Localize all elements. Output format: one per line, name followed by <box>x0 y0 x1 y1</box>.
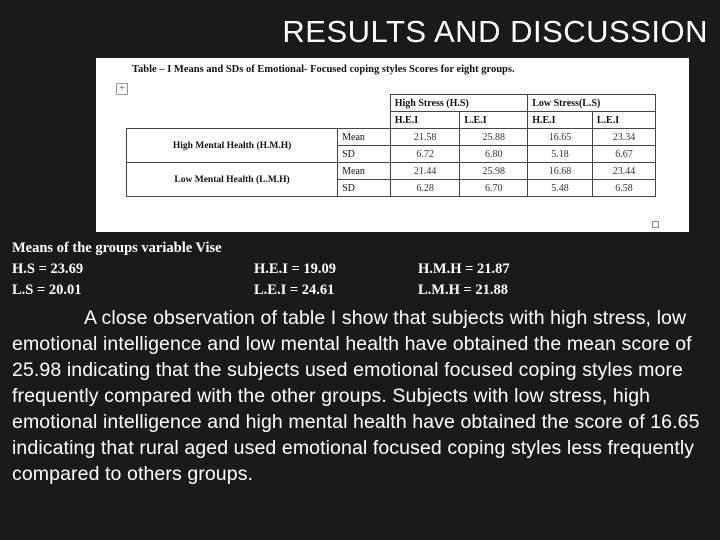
table-cell: 21.44 <box>390 163 460 180</box>
table-cell: 25.88 <box>460 129 528 146</box>
table-cell: 6.72 <box>390 146 460 163</box>
table-cell: 6.67 <box>592 146 655 163</box>
means-row <box>12 259 712 280</box>
group-label: High Mental Health (H.M.H) <box>127 129 338 163</box>
header-low-stress: Low Stress(L.S) <box>528 95 656 112</box>
table-cell: 6.28 <box>390 180 460 197</box>
means-heading: Means of the groups variable Vise <box>12 240 222 256</box>
mean-value: H.S = 23.69 <box>12 261 84 277</box>
table-cell: 21.58 <box>390 129 460 146</box>
subheader-cell: L.E.I <box>592 112 655 129</box>
table-cell: 16.65 <box>528 129 593 146</box>
table-cell: 16.68 <box>528 163 593 180</box>
stat-label: Mean <box>338 129 391 146</box>
slide-title: RESULTS AND DISCUSSION <box>282 14 708 49</box>
table-caption: Table – I Means and SDs of Emotional- Focused coping styles Scores for eight groups. <box>132 64 515 75</box>
table-corner-cell <box>127 95 391 129</box>
table-cell: 5.48 <box>528 180 593 197</box>
mean-value: L.S = 20.01 <box>12 282 82 298</box>
table-cell: 6.70 <box>460 180 528 197</box>
table-cell: 6.80 <box>460 146 528 163</box>
subheader-cell: L.E.I <box>460 112 528 129</box>
table-image <box>96 58 689 232</box>
mean-value: H.M.H = 21.87 <box>418 261 510 277</box>
discussion-text: A close observation of table I show that subjects with high stress, low emotional intelligence and low mental health have obtained the mean score of 25.98 indicating that the subjects used emotional focused coping styles more frequently compared with the other groups. Subjects with low stress, high emotional intelligence and high mental health have obtained the score of 16.65 indicating that rural aged used emotional focused coping styles less frequently compared to others groups. <box>12 307 700 485</box>
mean-value: H.E.I = 19.09 <box>254 261 336 277</box>
group-means <box>12 238 712 301</box>
means-row <box>12 280 712 301</box>
table-cell: 23.34 <box>592 129 655 146</box>
stat-label: Mean <box>338 163 391 180</box>
stat-label: SD <box>338 180 391 197</box>
table-cell: 25.98 <box>460 163 528 180</box>
header-high-stress: High Stress (H.S) <box>390 95 527 112</box>
resize-handle[interactable] <box>652 221 659 228</box>
means-sd-table <box>126 94 656 197</box>
mean-value: L.E.I = 24.61 <box>254 282 335 298</box>
discussion-paragraph <box>12 305 718 487</box>
group-label: Low Mental Health (L.M.H) <box>127 163 338 197</box>
subheader-cell: H.E.I <box>390 112 460 129</box>
table-row <box>127 129 656 146</box>
table-cell: 6.58 <box>592 180 655 197</box>
table-cell: 23.44 <box>592 163 655 180</box>
table-row <box>127 163 656 180</box>
mean-value: L.M.H = 21.88 <box>418 282 509 298</box>
move-handle-icon[interactable]: + <box>116 83 128 95</box>
stat-label: SD <box>338 146 391 163</box>
subheader-cell: H.E.I <box>528 112 593 129</box>
table-cell: 5.18 <box>528 146 593 163</box>
